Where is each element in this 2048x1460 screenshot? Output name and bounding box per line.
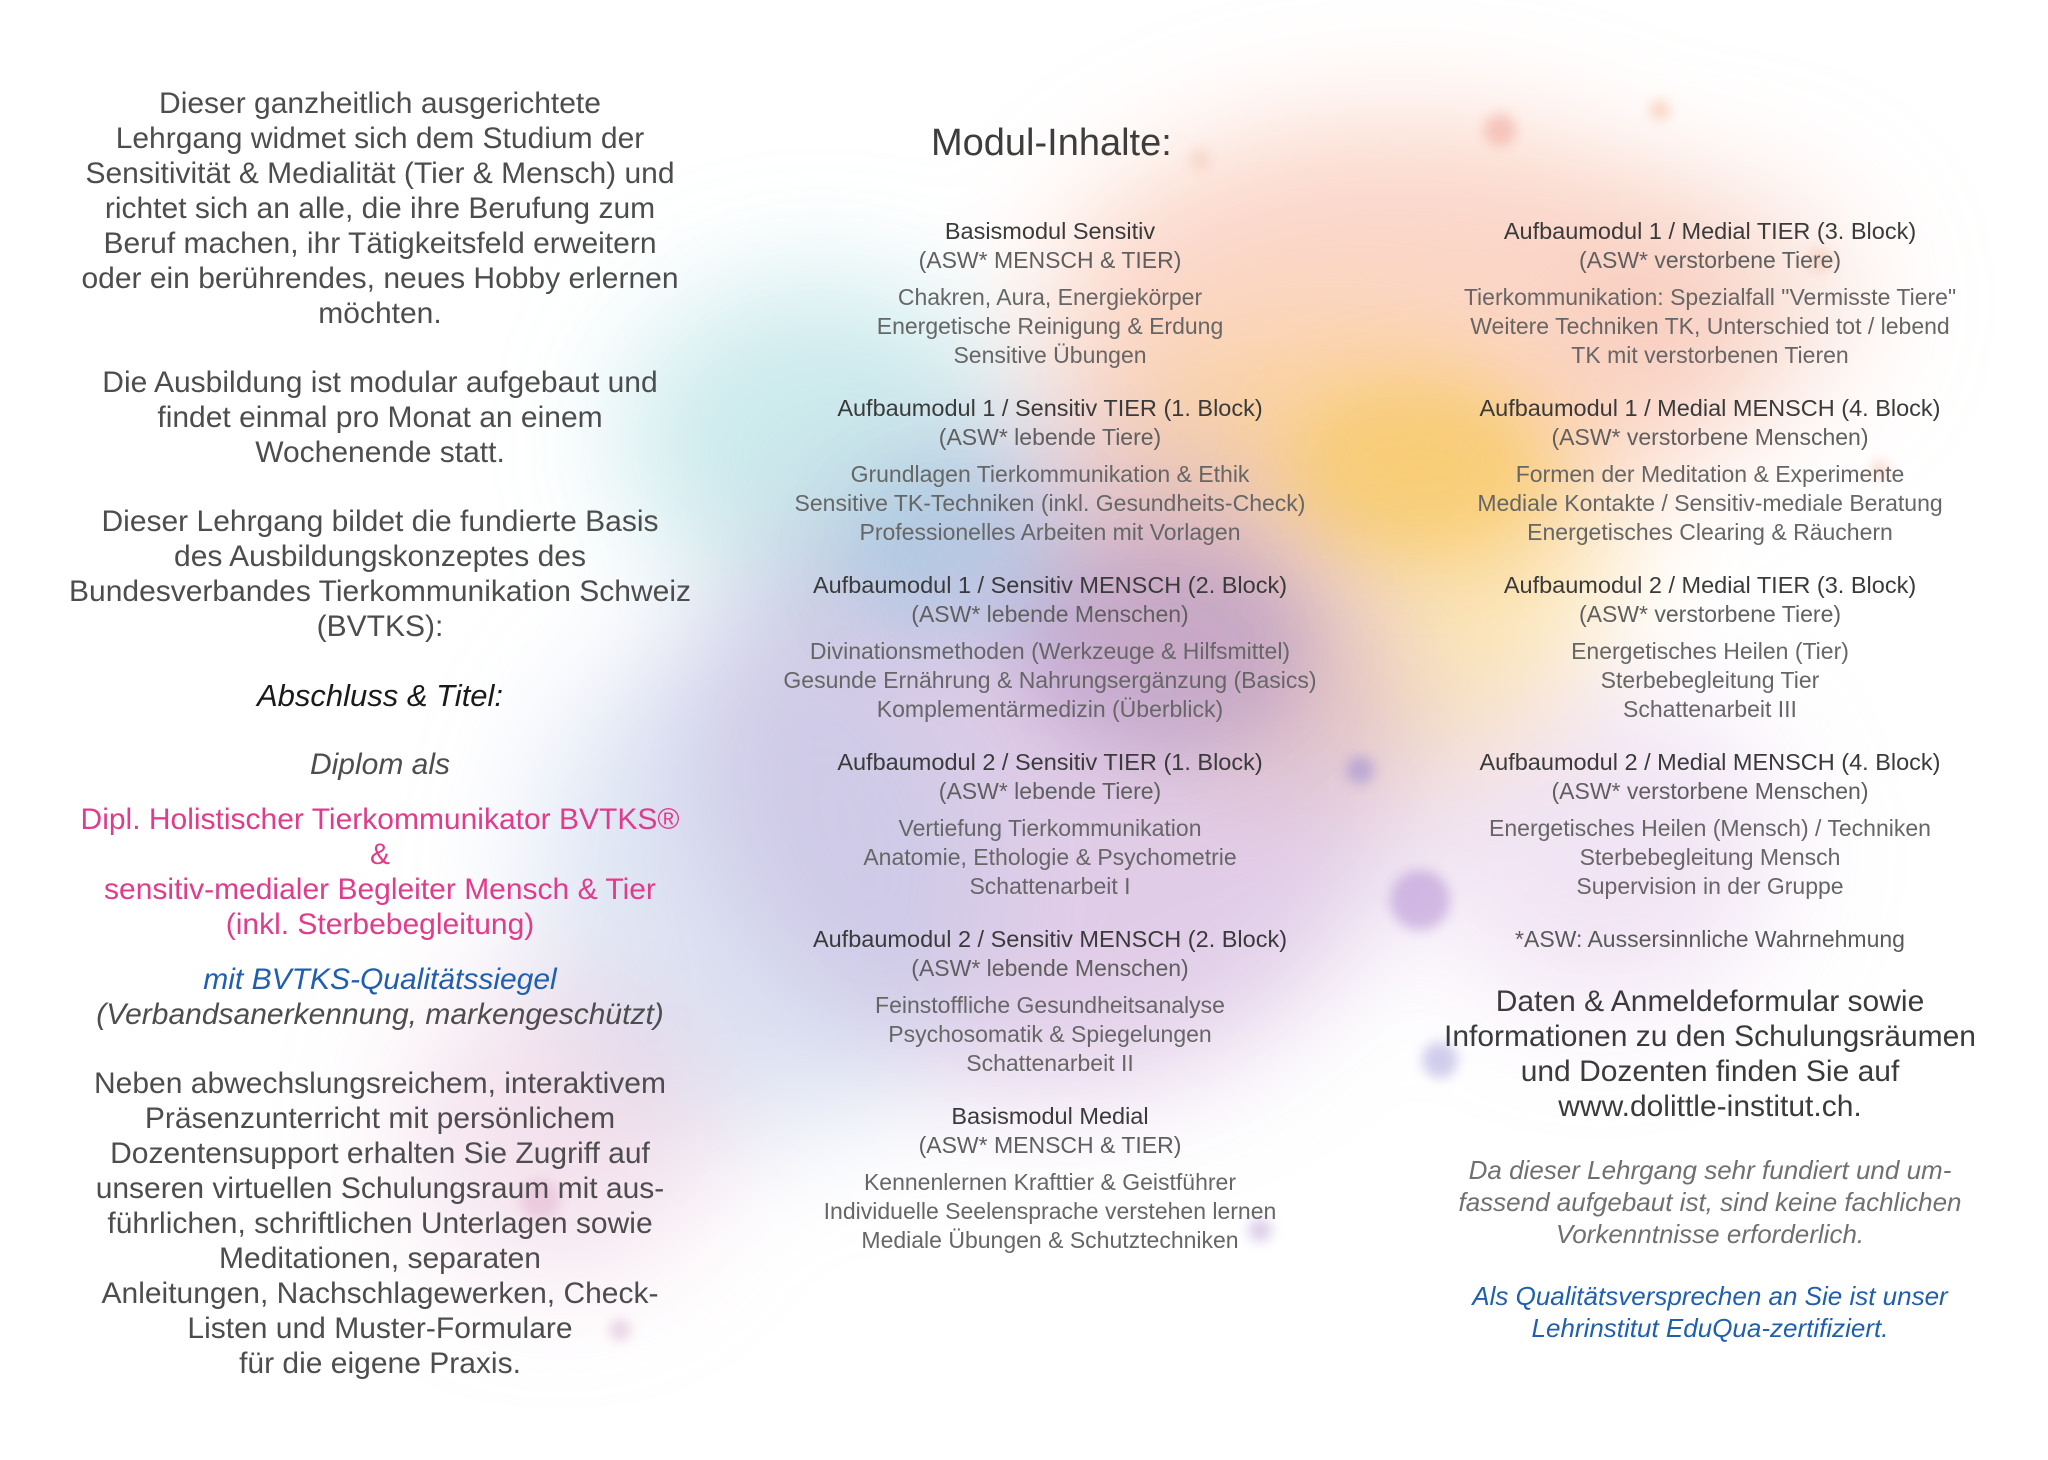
support-paragraph: Neben abwechslungsreichem, interaktivem Präsenzunterricht mit persönlichem Dozentensupport erhalten Sie Zugriff auf unseren virtuellen Schulungsraum mit aus- führlichen, schriftlichen Unterlagen sowie Meditationen, separaten Anleitungen, Nachschlagewerken, Check- Listen und Muster-Formulare für die eigene Praxis. (94, 1067, 666, 1380)
modul-inhalte-title: Modul-Inhalte: (931, 122, 1172, 164)
left-column (60, 86, 700, 1381)
module-items: Feinstoffliche Gesundheitsanalyse Psychosomatik & Spiegelungen Schattenarbeit II (875, 992, 1225, 1076)
module-block-label: (4. Block) (1841, 749, 1941, 775)
intro-paragraph: Dieser ganzheitlich ausgerichtete Lehrgang widmet sich dem Studium der Sensitivität & Medialität (Tier & Mensch) und richtet sich an alle, die ihre Berufung zum Beruf machen, ihr Tätigkeitsfeld erweitern oder ein berührendes, neues Hobby erlernen möchten. (81, 87, 679, 330)
module-title: Aufbaumodul 2 / Medial MENSCH (1479, 749, 1835, 775)
module-title: Aufbaumodul 1 / Sensitiv MENSCH (812, 572, 1182, 598)
module-items: Energetisches Heilen (Mensch) / Techniken Sterbebegleitung Mensch Supervision in der Gruppe (1489, 815, 1931, 899)
module-items: Kennenlernen Krafttier & Geistführer Individuelle Seelensprache verstehen lernen Mediale Übungen & Schutztechniken (823, 1169, 1277, 1253)
module-block-label: (2. Block) (1187, 572, 1288, 598)
module-items: Vertiefung Tierkommunikation Anatomie, Ethologie & Psychometrie Schattenarbeit I (863, 815, 1237, 899)
eduqua-note: Als Qualitätsversprechen an Sie ist unser Lehrinstitut EduQua-zertifiziert. (1472, 1281, 1948, 1343)
module-subtitle: (ASW* MENSCH & TIER) (918, 1132, 1182, 1158)
module-block (1420, 748, 2000, 901)
module-block-label: (3. Block) (1816, 572, 1917, 598)
module-title: Basismodul Medial (951, 1103, 1149, 1129)
module-subtitle: (ASW* lebende Tiere) (938, 424, 1162, 450)
module-block (770, 571, 1330, 724)
module-title: Aufbaumodul 2 / Sensitiv MENSCH (812, 926, 1182, 952)
module-items: Grundlagen Tierkommunikation & Ethik Sensitive TK-Techniken (inkl. Gesundheits-Check) Professionelles Arbeiten mit Vorlagen (794, 461, 1306, 545)
module-block-label: (2. Block) (1187, 926, 1288, 952)
module-block-label: (3. Block) (1816, 218, 1917, 244)
modular-paragraph: Die Ausbildung ist modular aufgebaut und findet einmal pro Monat an einem Wochenende statt. (102, 366, 658, 469)
module-block (770, 1102, 1330, 1255)
module-subtitle: (ASW* verstorbene Menschen) (1551, 424, 1869, 450)
module-block-label: (1. Block) (1163, 395, 1263, 421)
module-subtitle: (ASW* lebende Menschen) (911, 601, 1189, 627)
module-items: Formen der Meditation & Experimente Mediale Kontakte / Sensitiv-mediale Beratung Energetisches Clearing & Räuchern (1477, 461, 1943, 545)
module-subtitle: (ASW* lebende Tiere) (938, 778, 1162, 804)
module-subtitle: (ASW* verstorbene Menschen) (1551, 778, 1869, 804)
basis-paragraph: Dieser Lehrgang bildet die fundierte Basis des Ausbildungskonzeptes des Bundesverbandes Tierkommunikation Schweiz (BVTKS): (69, 505, 691, 643)
prerequisites-note: Da dieser Lehrgang sehr fundiert und um- fassend aufgebaut ist, sind keine fachlichen Vorkenntnisse erforderlich. (1458, 1155, 1962, 1249)
module-title: Basismodul Sensitiv (944, 218, 1156, 244)
module-block (770, 925, 1330, 1078)
module-items: Energetisches Heilen (Tier) Sterbebegleitung Tier Schattenarbeit III (1571, 638, 1849, 722)
module-subtitle: (ASW* MENSCH & TIER) (918, 247, 1182, 273)
module-subtitle: (ASW* verstorbene Tiere) (1578, 601, 1842, 627)
diplom-als: Diplom als (309, 748, 451, 781)
module-subtitle: (ASW* verstorbene Tiere) (1578, 247, 1842, 273)
module-block (1420, 571, 2000, 724)
diploma-title: Dipl. Holistischer Tierkommunikator BVTKS® & sensitiv-medialer Begleiter Mensch & Tier (inkl. Sterbebegleitung) (80, 803, 680, 941)
quality-seal: mit BVTKS-Qualitätssiegel (203, 963, 557, 996)
module-title: Aufbaumodul 2 / Sensitiv TIER (837, 749, 1157, 775)
module-block-label: (1. Block) (1163, 749, 1263, 775)
module-subtitle: (ASW* lebende Menschen) (911, 955, 1189, 981)
module-block (770, 217, 1330, 370)
module-items: Divinationsmethoden (Werkzeuge & Hilfsmittel) Gesunde Ernährung & Nahrungsergänzung (Basics) Komplementärmedizin (Überblick) (783, 638, 1317, 722)
registration-info: Daten & Anmeldeformular sowie Informationen zu den Schulungsräumen und Dozenten finden Sie auf www.dolittle-institut.ch. (1443, 985, 1976, 1123)
module-block (1420, 394, 2000, 547)
asw-footnote: *ASW: Aussersinnliche Wahrnehmung (1515, 926, 1905, 952)
quality-seal-note: (Verbandsanerkennung, markengeschützt) (96, 998, 664, 1031)
abschluss-heading: Abschluss & Titel: (256, 678, 504, 713)
module-block (770, 394, 1330, 547)
website-link[interactable]: www.dolittle-institut.ch. (1558, 1090, 1862, 1123)
module-block-label: (4. Block) (1841, 395, 1941, 421)
module-items: Chakren, Aura, Energiekörper Energetische Reinigung & Erdung Sensitive Übungen (876, 284, 1224, 368)
middle-column (770, 217, 1330, 1279)
module-title: Aufbaumodul 1 / Medial TIER (1503, 218, 1811, 244)
module-block (1420, 217, 2000, 370)
module-title: Aufbaumodul 2 / Medial TIER (1503, 572, 1811, 598)
module-title: Aufbaumodul 1 / Medial MENSCH (1479, 395, 1835, 421)
module-block (770, 748, 1330, 901)
module-title: Aufbaumodul 1 / Sensitiv TIER (837, 395, 1157, 421)
module-items: Tierkommunikation: Spezialfall "Vermisste Tiere" Weitere Techniken TK, Unterschied tot / lebend TK mit verstorbenen Tieren (1463, 284, 1957, 368)
right-column (1420, 217, 2000, 1344)
